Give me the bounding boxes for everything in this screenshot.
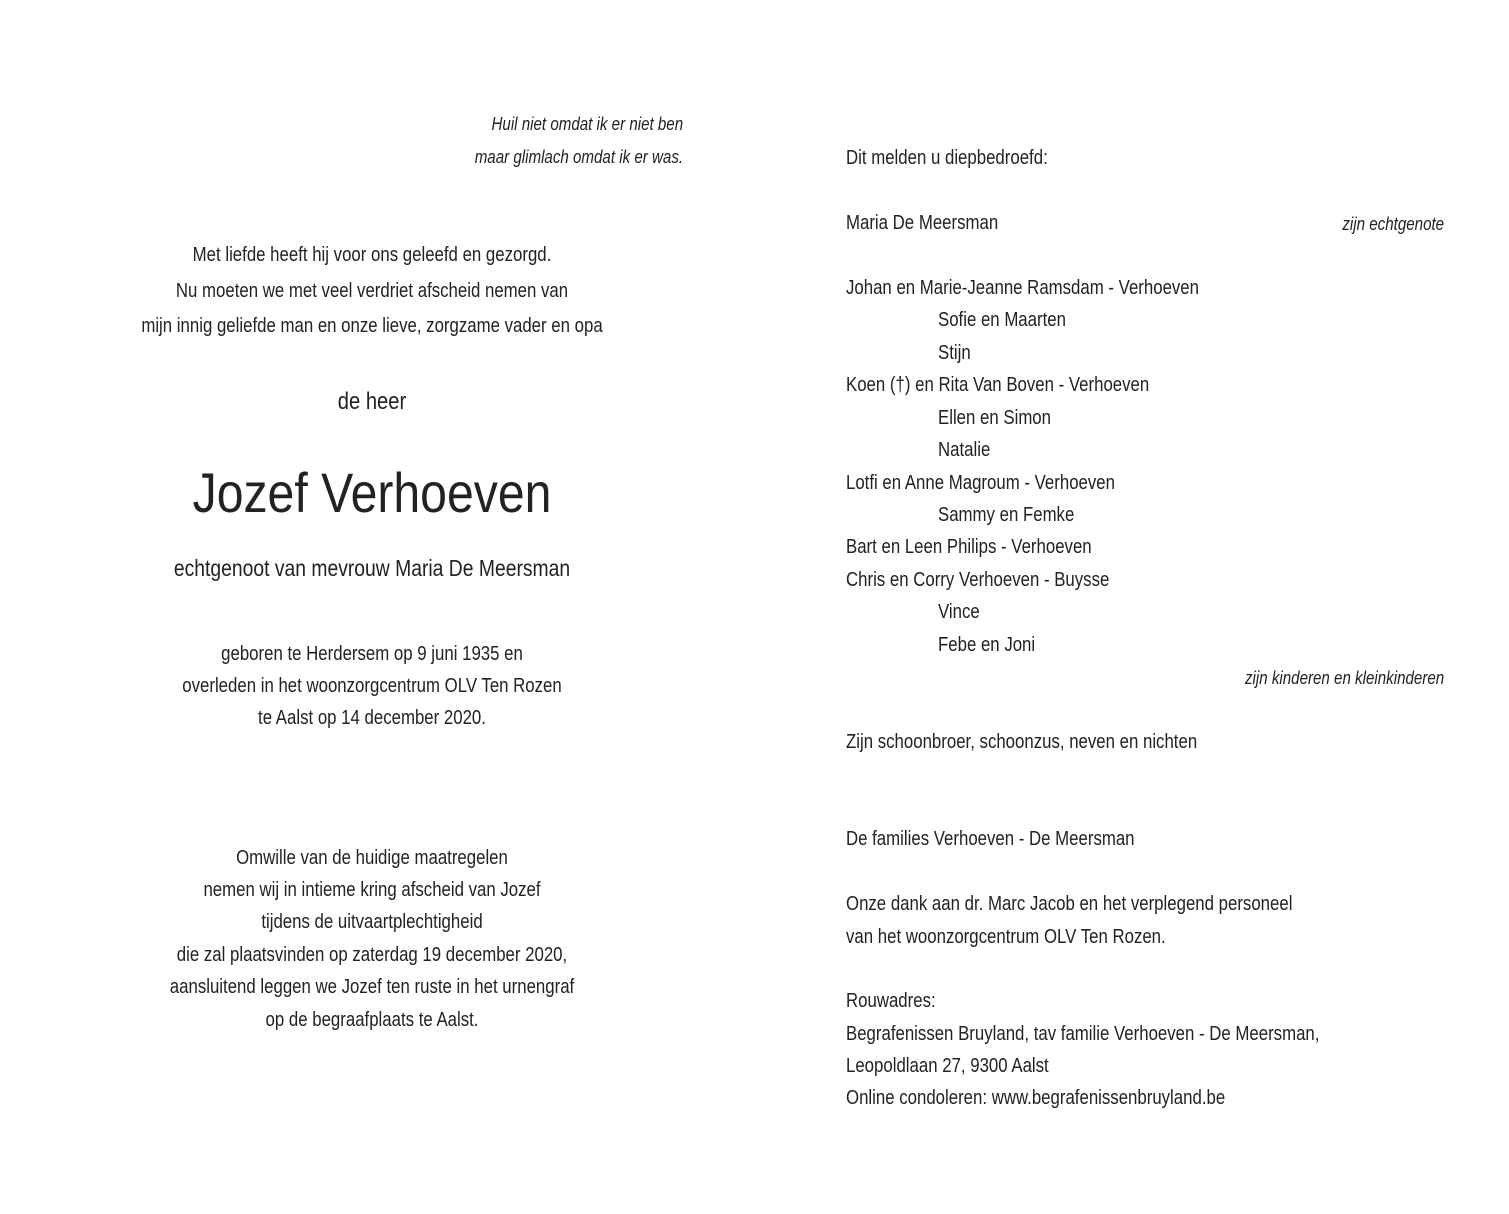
- family-line: Ellen en Simon: [938, 407, 1052, 429]
- family-role: zijn kinderen en kleinkinderen: [1244, 668, 1444, 688]
- deceased-name: Jozef Verhoeven: [192, 461, 552, 524]
- ceremony-line: die zal plaatsvinden op zaterdag 19 december 2020,: [176, 944, 568, 966]
- address-label: Rouwadres:: [846, 990, 936, 1012]
- online-condolence-line: Online condoleren: www.begrafenissenbruyland.be: [846, 1087, 1226, 1109]
- family-line: Sofie en Maarten: [938, 309, 1066, 331]
- family-line: Johan en Marie-Jeanne Ramsdam - Verhoeven: [846, 277, 1199, 299]
- thanks-line: van het woonzorgcentrum OLV Ten Rozen.: [846, 926, 1166, 948]
- intro-line: Nu moeten we met veel verdriet afscheid nemen van: [175, 280, 569, 302]
- family-line: Koen (†) en Rita Van Boven - Verhoeven: [846, 374, 1150, 396]
- family-line: Stijn: [938, 342, 971, 364]
- family-line: Chris en Corry Verhoeven - Buysse: [846, 569, 1110, 591]
- life-line: te Aalst op 14 december 2020.: [258, 707, 486, 729]
- ceremony-line: Omwille van de huidige maatregelen: [236, 847, 508, 869]
- family-line: Sammy en Femke: [938, 504, 1075, 526]
- family-line: Lotfi en Anne Magroum - Verhoeven: [846, 472, 1115, 494]
- ceremony-line: nemen wij in intieme kring afscheid van Jozef: [203, 879, 541, 901]
- life-line: overleden in het woonzorgcentrum OLV Ten Rozen: [182, 675, 562, 697]
- ceremony-line: tijdens de uitvaartplechtigheid: [261, 911, 483, 933]
- poem-line: maar glimlach omdat ik er was.: [474, 147, 683, 167]
- family-line: Natalie: [938, 439, 991, 461]
- families-line: De families Verhoeven - De Meersman: [846, 828, 1135, 850]
- widow-name: Maria De Meersman: [846, 212, 999, 234]
- address-line: Begrafenissen Bruyland, tav familie Verhoeven - De Meersman,: [846, 1023, 1320, 1045]
- intro-line: Met liefde heeft hij voor ons geleefd en gezorgd.: [192, 244, 552, 266]
- widow-role: zijn echtgenote: [1342, 214, 1444, 234]
- life-line: geboren te Herdersem op 9 juni 1935 en: [221, 643, 523, 665]
- address-line: Leopoldlaan 27, 9300 Aalst: [846, 1055, 1049, 1077]
- ceremony-line: aansluitend leggen we Jozef ten ruste in het urnengraf: [169, 976, 575, 998]
- announce-line: Dit melden u diepbedroefd:: [846, 147, 1048, 169]
- thanks-line: Onze dank aan dr. Marc Jacob en het verplegend personeel: [846, 893, 1293, 915]
- poem-line: Huil niet omdat ik er niet ben: [491, 114, 683, 134]
- ceremony-line: op de begraafplaats te Aalst.: [265, 1009, 479, 1031]
- spouse-line: echtgenoot van mevrouw Maria De Meersman: [173, 555, 571, 581]
- title-honorific: de heer: [337, 388, 407, 415]
- family-line: Vince: [938, 601, 980, 623]
- intro-line: mijn innig geliefde man en onze lieve, zorgzame vader en opa: [141, 315, 603, 337]
- family-line: Bart en Leen Philips - Verhoeven: [846, 536, 1092, 558]
- inlaws-line: Zijn schoonbroer, schoonzus, neven en nichten: [846, 731, 1198, 753]
- family-line: Febe en Joni: [938, 634, 1036, 656]
